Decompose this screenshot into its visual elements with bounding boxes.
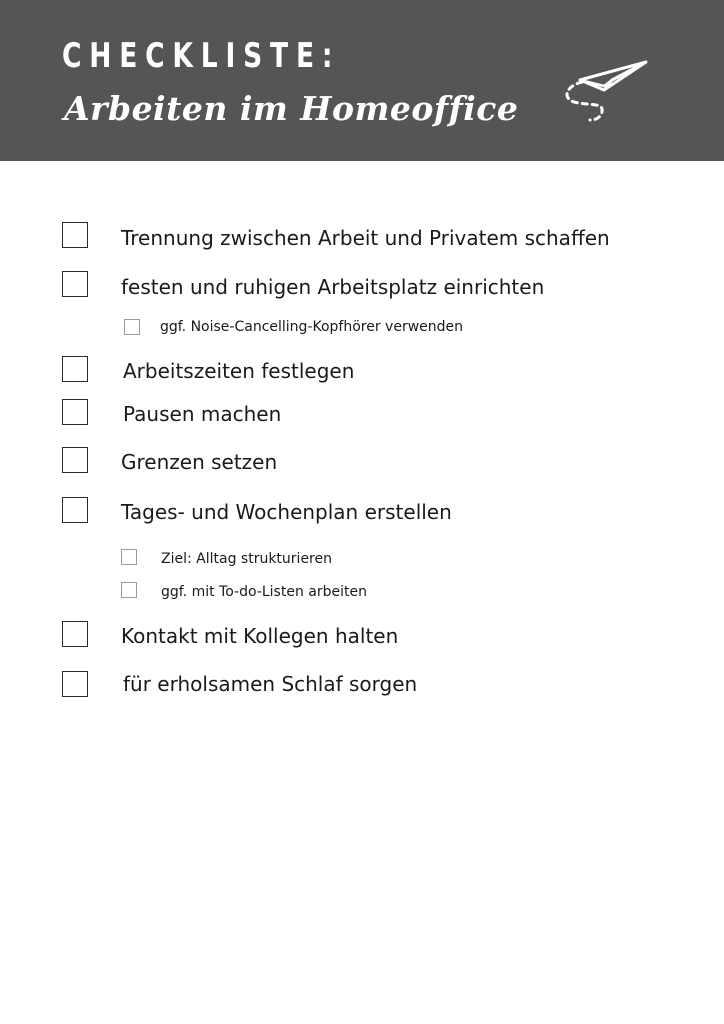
item-label: für erholsamen Schlaf sorgen	[123, 672, 418, 696]
checkbox[interactable]	[62, 222, 88, 248]
page-subtitle: Arbeiten im Homeoffice	[64, 89, 519, 128]
checkbox[interactable]	[62, 621, 88, 647]
checkbox[interactable]	[62, 497, 88, 523]
checkbox[interactable]	[121, 582, 137, 598]
paper-plane-icon	[560, 56, 652, 126]
subitem-label: ggf. mit To-do-Listen arbeiten	[161, 584, 367, 600]
subitem-label: Ziel: Alltag strukturieren	[161, 551, 332, 567]
checkbox[interactable]	[124, 319, 140, 335]
checkbox[interactable]	[121, 549, 137, 565]
checkbox[interactable]	[62, 399, 88, 425]
item-label: Pausen machen	[123, 402, 282, 426]
checkbox[interactable]	[62, 447, 88, 473]
item-label: Kontakt mit Kollegen halten	[121, 624, 399, 648]
item-label: Tages- und Wochenplan erstellen	[121, 500, 452, 524]
checkbox[interactable]	[62, 271, 88, 297]
item-label: Arbeitszeiten festlegen	[123, 359, 355, 383]
item-label: Trennung zwischen Arbeit und Privatem schaffen	[121, 226, 610, 250]
item-label: Grenzen setzen	[121, 450, 278, 474]
header-banner	[0, 0, 724, 161]
item-label: festen und ruhigen Arbeitsplatz einrichten	[121, 275, 545, 299]
checkbox[interactable]	[62, 356, 88, 382]
checkbox[interactable]	[62, 671, 88, 697]
subitem-label: ggf. Noise-Cancelling-Kopfhörer verwenden	[160, 319, 464, 335]
page-title: CHECKLISTE:	[62, 36, 341, 76]
